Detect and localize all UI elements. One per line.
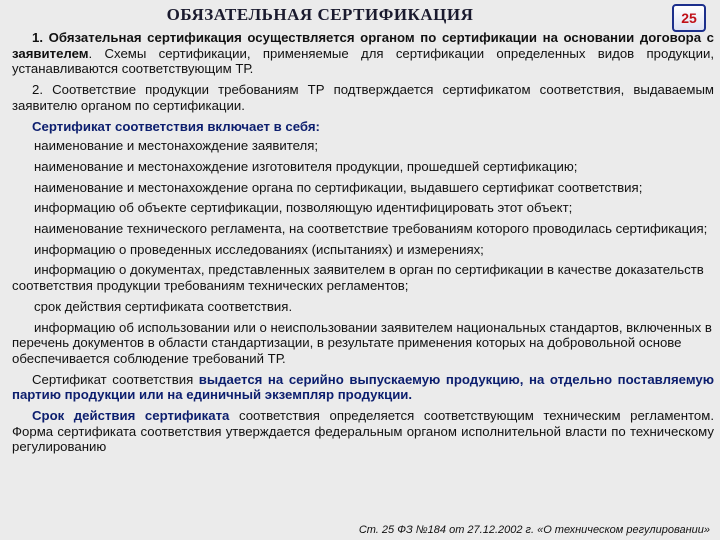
list-item: информацию об использовании или о неиспользовании заявителем национальных стандартов, включенных в перечень документов в области стандартизации, в результате применения которых на добровольной основе обеспечивается соблюдение требований ТР. xyxy=(12,319,712,366)
paragraph-1 xyxy=(12,30,714,77)
list-item: информацию о документах, представленных заявителем в орган по сертификации в качестве доказательств соответствия продукции требованиям технических регламентов; xyxy=(12,262,704,294)
page-title: ОБЯЗАТЕЛЬНАЯ СЕРТИФИКАЦИЯ xyxy=(166,5,474,24)
list-item: информацию о проведенных исследованиях (испытаниях) и измерениях; xyxy=(34,241,484,257)
source-citation: Ст. 25 ФЗ №184 от 27.12.2002 г. «О техническом регулировании» xyxy=(358,524,710,536)
paragraph-issue xyxy=(12,372,714,403)
list-item: информацию об объекте сертификации, позволяющую идентифицировать этот объект; xyxy=(34,200,573,216)
includes-heading-text: Сертификат соответствия включает в себя: xyxy=(32,118,320,134)
paragraph-validity-bold: Срок действия сертификата xyxy=(32,408,230,424)
list-item: наименование технического регламента, на соответствие требованиям которого проводилась сертификация; xyxy=(34,221,708,237)
paragraph-2: 2. Соответствие продукции требованиям ТР подтверждается сертификатом соответствия, выдаваемым заявителю органом по сертификации. xyxy=(12,82,714,113)
page-number-badge: 25 xyxy=(672,4,706,32)
paragraph-issue-bold: выдается на серийно выпускаемую продукцию, на отдельно поставляемую партию продукции или на единичный экземпляр продукции. xyxy=(12,371,714,403)
paragraph-1-rest: . Схемы сертификации, применяемые для сертификации определенных видов продукции, устанавливаются соответствующим ТР. xyxy=(12,45,714,77)
includes-heading xyxy=(12,119,714,135)
list-item: наименование и местонахождение органа по сертификации, выдавшего сертификат соответствия; xyxy=(34,179,643,195)
certificate-contents-list xyxy=(12,138,714,366)
list-item: наименование и местонахождение заявителя; xyxy=(34,138,319,154)
document-body xyxy=(12,30,714,460)
paragraph-issue-plain: Сертификат соответствия xyxy=(32,371,199,387)
list-item: срок действия сертификата соответствия. xyxy=(34,298,293,314)
paragraph-validity-rest: соответствия определяется соответствующим техническим регламентом. Форма сертификата соответствия утверждается федеральным органом исполнительной власти по техническому регулированию xyxy=(12,408,714,455)
paragraph-validity xyxy=(12,408,714,455)
paragraph-1-bold: 1. Обязательная сертификация осуществляется органом по сертификации на основании договора с заявителем xyxy=(12,30,714,61)
list-item: наименование и местонахождение изготовителя продукции, прошедшей сертификацию; xyxy=(34,158,578,174)
